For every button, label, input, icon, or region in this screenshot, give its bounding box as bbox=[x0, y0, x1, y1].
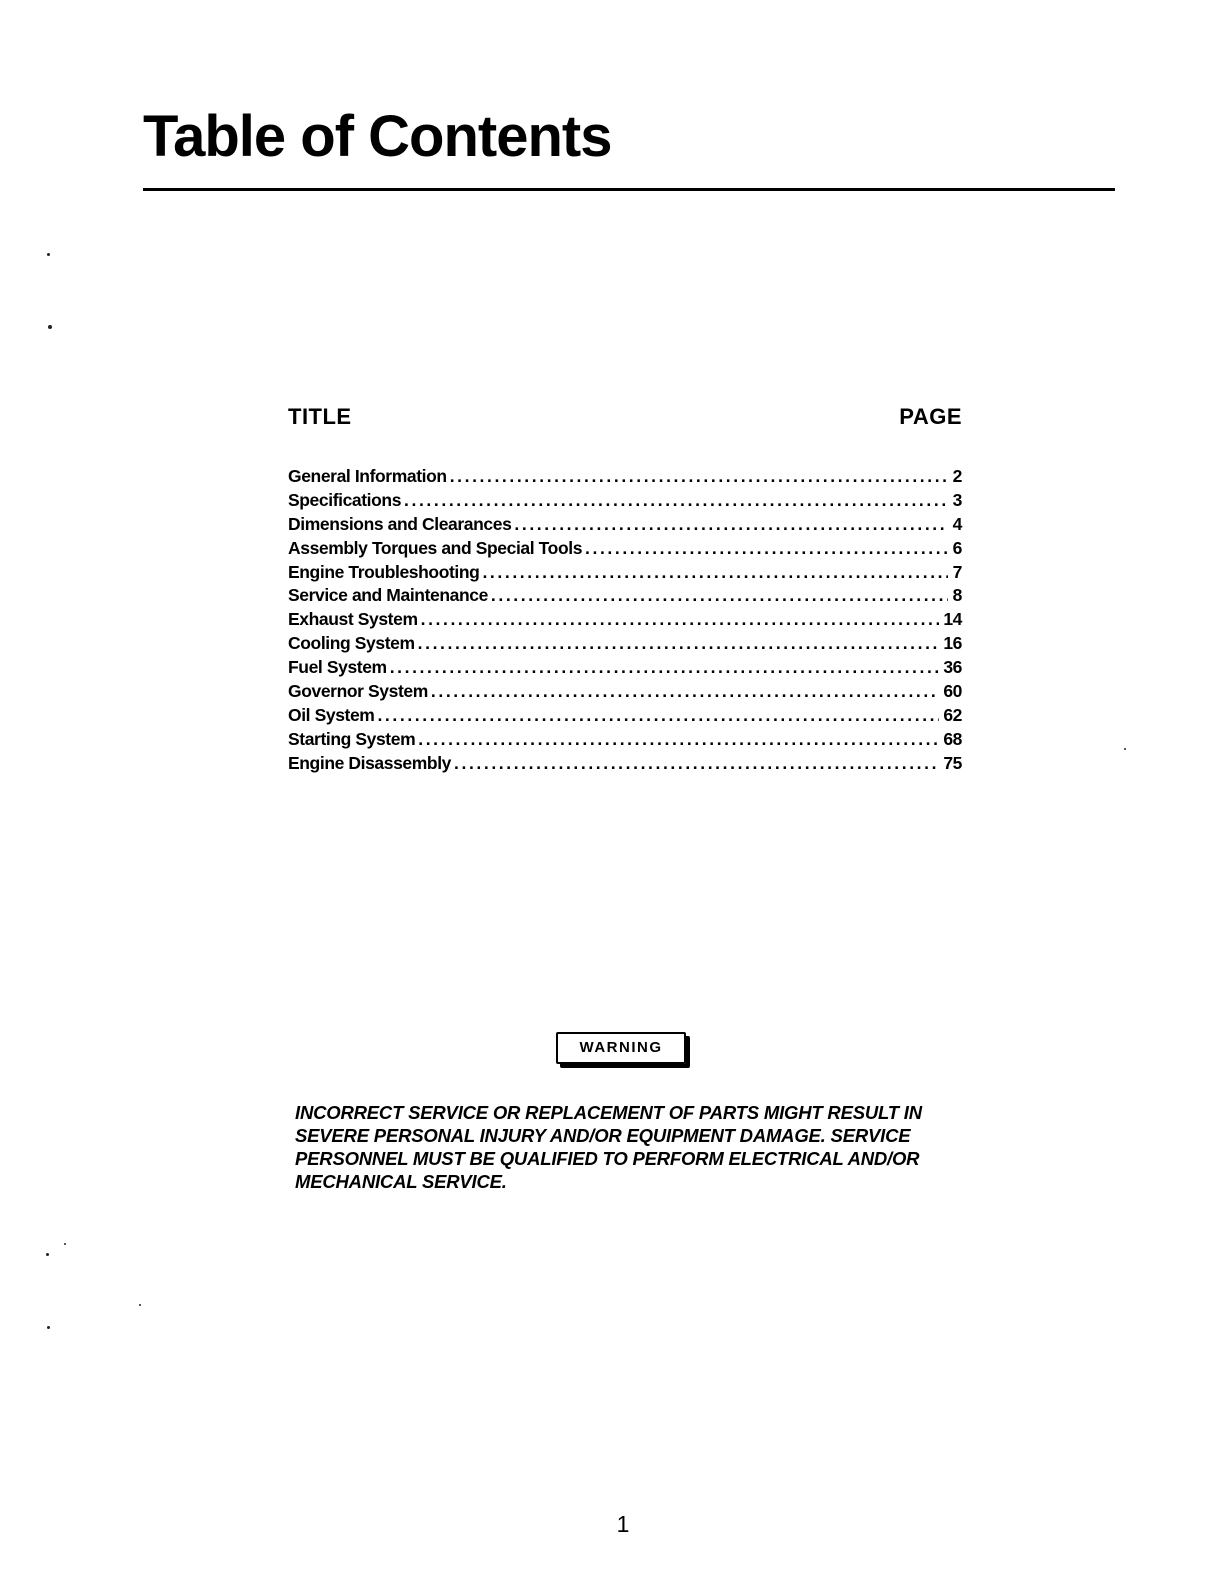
toc-list bbox=[288, 465, 962, 776]
toc-entry-page: 6 bbox=[952, 537, 962, 558]
toc-entry-label: Exhaust System bbox=[288, 609, 418, 630]
toc-entry-service-and-maintenance[interactable] bbox=[288, 584, 962, 608]
toc-entry-label: Cooling System bbox=[288, 633, 415, 654]
toc-entry-page: 4 bbox=[952, 513, 962, 534]
toc-entry-page: 7 bbox=[952, 561, 962, 582]
toc-entry-dimensions-and-clearances[interactable] bbox=[288, 513, 962, 537]
toc-entry-engine-troubleshooting[interactable] bbox=[288, 561, 962, 585]
dot-leader bbox=[418, 728, 939, 752]
toc-title-header: TITLE bbox=[288, 404, 352, 429]
dot-leader bbox=[421, 608, 940, 632]
toc-entry-general-information[interactable] bbox=[288, 465, 962, 489]
page-number: 1 bbox=[616, 1511, 630, 1537]
dot-leader bbox=[585, 537, 948, 561]
title-rule bbox=[143, 188, 1115, 191]
toc-entry-label: Governor System bbox=[288, 681, 428, 702]
dot-leader bbox=[431, 680, 939, 704]
toc-entry-page: 68 bbox=[943, 728, 962, 749]
toc-entry-page: 16 bbox=[943, 633, 962, 654]
scan-speck bbox=[64, 1243, 66, 1245]
dot-leader bbox=[491, 584, 948, 608]
toc-entry-label: Engine Troubleshooting bbox=[288, 561, 480, 582]
dot-leader bbox=[454, 752, 939, 776]
warning-text: INCORRECT SERVICE OR REPLACEMENT OF PARTS MIGHT RESULT IN SEVERE PERSONAL INJURY AND/OR EQUIPMENT DAMAGE. SERVICE PERSONNEL MUST BE QUALIFIED TO PERFORM ELECTRICAL AND/OR MECHANICAL SERVICE. bbox=[295, 1102, 922, 1192]
scan-speck bbox=[47, 253, 50, 256]
page-title: Table of Contents bbox=[143, 104, 612, 169]
toc-entry-label: Fuel System bbox=[288, 657, 387, 678]
dot-leader bbox=[377, 704, 939, 728]
toc-entry-label: General Information bbox=[288, 466, 447, 486]
toc-entry-page: 75 bbox=[943, 752, 962, 773]
toc-entry-starting-system[interactable] bbox=[288, 728, 962, 752]
dot-leader bbox=[418, 632, 940, 656]
scan-speck bbox=[47, 1326, 50, 1329]
dot-leader bbox=[514, 513, 948, 537]
toc-entry-specifications[interactable] bbox=[288, 489, 962, 513]
toc-entry-cooling-system[interactable] bbox=[288, 632, 962, 656]
toc-entry-label: Specifications bbox=[288, 489, 402, 510]
toc-entry-engine-disassembly[interactable] bbox=[288, 752, 962, 776]
dot-leader bbox=[404, 489, 948, 513]
scan-speck bbox=[46, 1253, 49, 1256]
toc-entry-page: 14 bbox=[943, 609, 962, 630]
toc-entry-oil-system[interactable] bbox=[288, 704, 962, 728]
toc-entry-label: Starting System bbox=[288, 728, 416, 749]
scan-speck bbox=[1124, 748, 1126, 750]
toc-entry-label: Engine Disassembly bbox=[288, 752, 452, 773]
toc-entry-label: Dimensions and Clearances bbox=[288, 513, 512, 534]
toc-entry-label: Service and Maintenance bbox=[288, 585, 488, 606]
toc-entry-page: 36 bbox=[943, 657, 962, 678]
toc-header bbox=[288, 402, 962, 432]
toc-entry-page: 3 bbox=[952, 489, 962, 510]
toc-entry-label: Assembly Torques and Special Tools bbox=[288, 537, 583, 558]
toc-entry-fuel-system[interactable] bbox=[288, 656, 962, 680]
toc-entry-page: 60 bbox=[943, 681, 962, 702]
toc-entry-page: 8 bbox=[952, 585, 962, 606]
scan-speck bbox=[48, 325, 52, 329]
warning-badge: WARNING bbox=[556, 1032, 686, 1064]
toc-page-header: PAGE bbox=[899, 404, 962, 429]
toc-entry-page: 2 bbox=[952, 466, 962, 486]
toc-entry-page: 62 bbox=[943, 704, 962, 725]
scan-speck bbox=[139, 1304, 141, 1306]
toc-entry-governor-system[interactable] bbox=[288, 680, 962, 704]
toc-entry-exhaust-system[interactable] bbox=[288, 608, 962, 632]
toc-entry-label: Oil System bbox=[288, 704, 375, 725]
dot-leader bbox=[390, 656, 940, 680]
table-of-contents bbox=[288, 402, 962, 776]
toc-entry-assembly-torques[interactable] bbox=[288, 537, 962, 561]
dot-leader bbox=[482, 561, 948, 585]
dot-leader bbox=[450, 465, 948, 489]
